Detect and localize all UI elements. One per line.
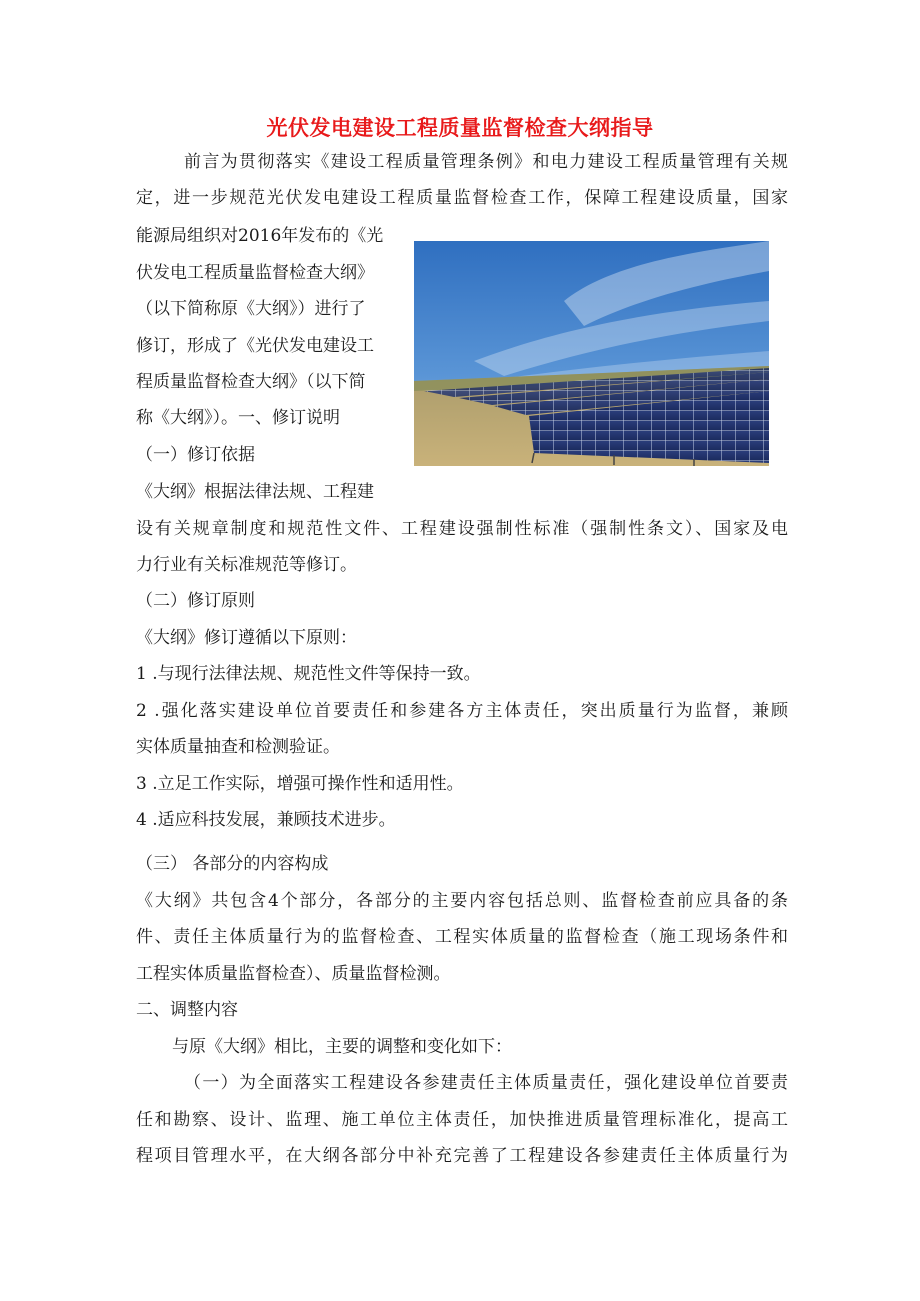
part2-line-2: 任和勘察、设计、监理、施工单位主体责任，加快推进质量管理标准化，提高工 bbox=[136, 1110, 788, 1130]
section3-line-2: 件、责任主体质量行为的监督检查、工程实体质量的监督检查（施工现场条件和 bbox=[136, 927, 788, 947]
section3-line-1: 《大纲》共包含4个部分，各部分的主要内容包括总则、监督检查前应具备的条 bbox=[136, 891, 788, 911]
part2-line-3: 程项目管理水平，在大纲各部分中补充完善了工程建设各参建责任主体质量行为 bbox=[136, 1146, 788, 1166]
section1-line-1: 《大纲》根据法律法规、工程建 bbox=[136, 482, 374, 502]
preface-line-8: 称《大纲》）。一、修订说明 bbox=[136, 408, 340, 428]
part2-intro: 与原《大纲》相比，主要的调整和变化如下： bbox=[172, 1037, 512, 1057]
principle-item-1: 1 .与现行法律法规、规范性文件等保持一致。 bbox=[136, 664, 481, 684]
section1-heading: （一）修订依据 bbox=[136, 445, 255, 465]
solar-panel-field-photo bbox=[414, 241, 769, 466]
section1-line-2: 设有关规章制度和规范性文件、工程建设强制性标准（强制性条文）、国家及电 bbox=[136, 519, 788, 539]
section3-line-3: 工程实体质量监督检查）、质量监督检测。 bbox=[136, 964, 451, 984]
principle-item-2: 2 .强化落实建设单位首要责任和参建各方主体责任，突出质量行为监督，兼顾 bbox=[136, 701, 788, 721]
preface-line-3: 能源局组织对2016年发布的《光 bbox=[136, 226, 384, 246]
section2-intro: 《大纲》修订遵循以下原则： bbox=[136, 628, 357, 648]
preface-line-2: 定，进一步规范光伏发电建设工程质量监督检查工作，保障工程建设质量，国家 bbox=[136, 188, 788, 208]
part2-line-1: （一）为全面落实工程建设各参建责任主体质量责任，强化建设单位首要责 bbox=[184, 1073, 788, 1093]
principle-item-4: 4 .适应科技发展，兼顾技术进步。 bbox=[136, 810, 396, 830]
preface-line-5: （以下简称原《大纲》）进行了 bbox=[136, 299, 366, 319]
preface-line-1: 前言为贯彻落实《建设工程质量管理条例》和电力建设工程质量管理有关规 bbox=[184, 152, 788, 172]
section1-line-3: 力行业有关标准规范等修订。 bbox=[136, 555, 357, 575]
preface-line-7: 程质量监督检查大纲》（以下简 bbox=[136, 372, 366, 392]
principle-item-3: 3 .立足工作实际，增强可操作性和适用性。 bbox=[136, 774, 464, 794]
section2-heading: （二）修订原则 bbox=[136, 591, 255, 611]
preface-line-4: 伏发电工程质量监督检查大纲》 bbox=[136, 263, 374, 283]
principle-item-2-continued: 实体质量抽查和检测验证。 bbox=[136, 737, 340, 757]
preface-line-6: 修订，形成了《光伏发电建设工 bbox=[136, 336, 374, 356]
section3-heading: （三） 各部分的内容构成 bbox=[136, 854, 329, 874]
part2-heading: 二、调整内容 bbox=[136, 1000, 238, 1020]
document-title: 光伏发电建设工程质量监督检查大纲指导 bbox=[266, 116, 654, 140]
